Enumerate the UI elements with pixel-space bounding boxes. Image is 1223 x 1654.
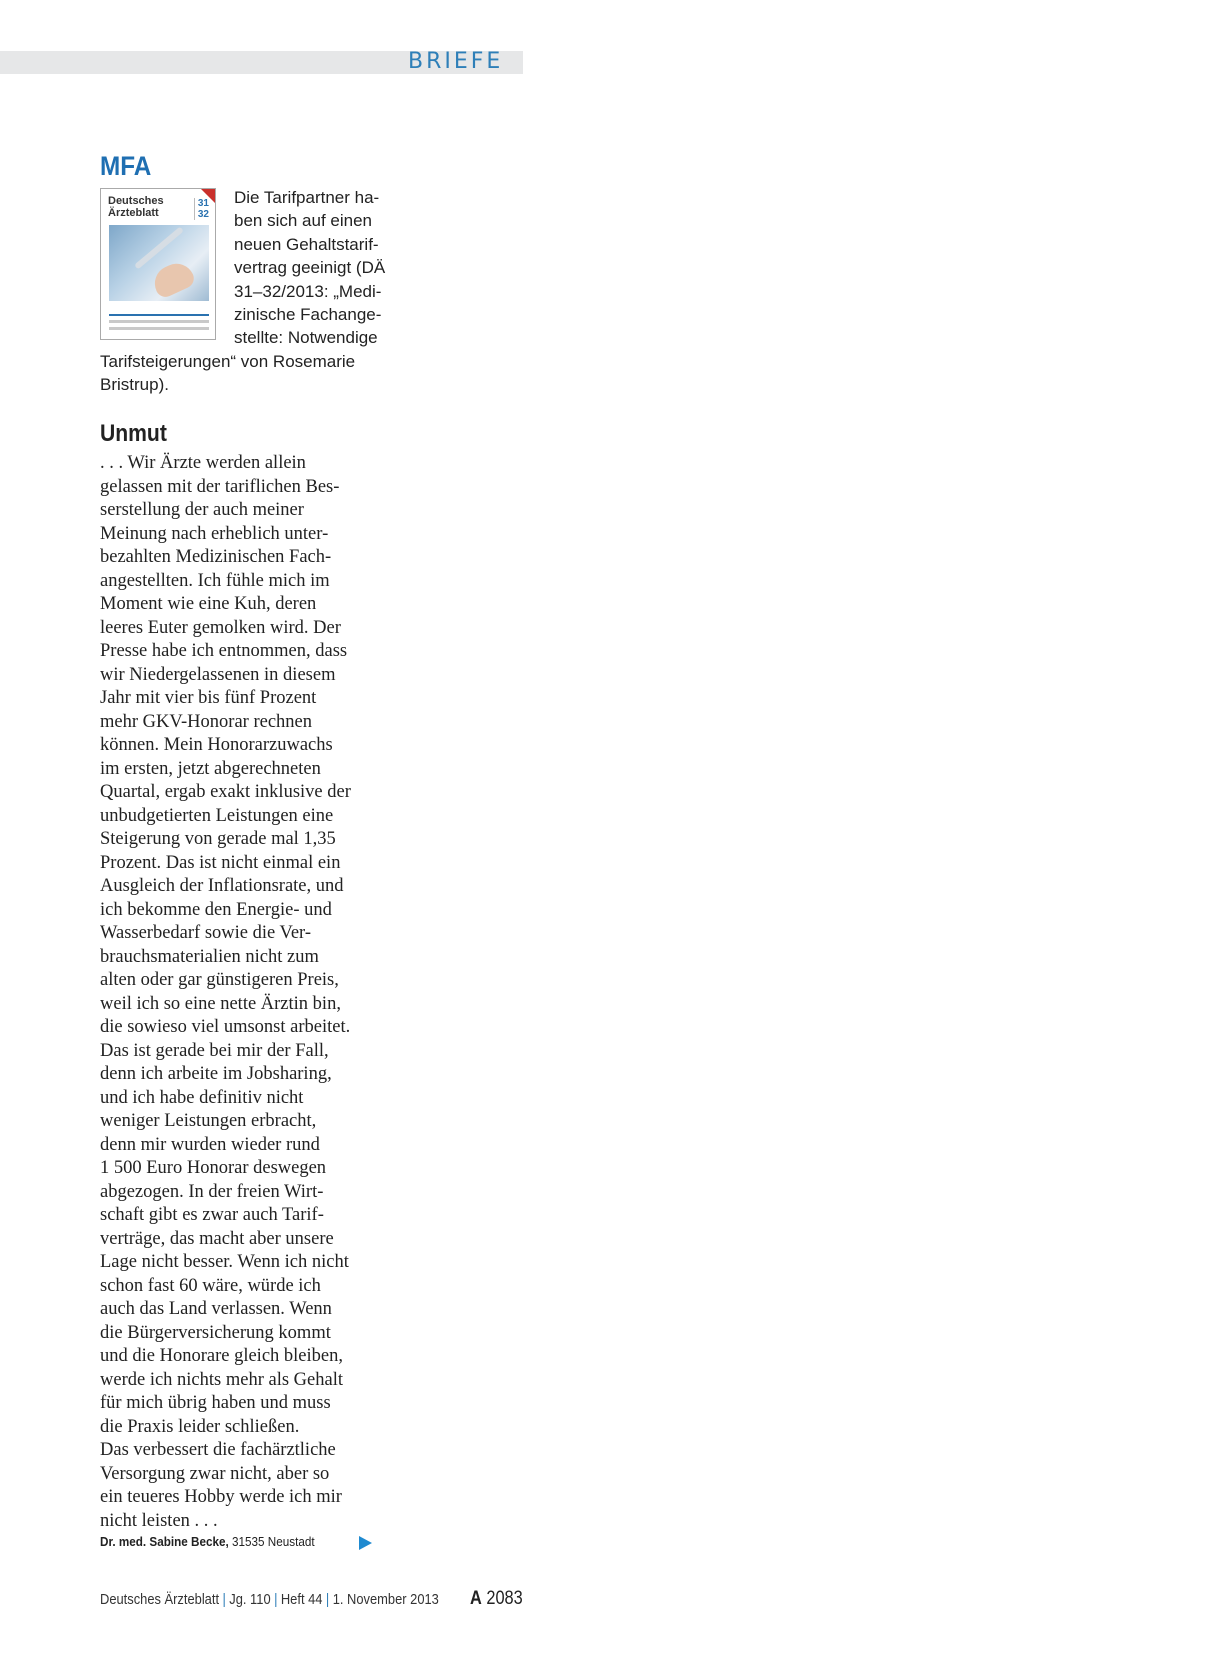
letter-body: . . . Wir Ärzte werden allein gelassen mit der tariflichen Bes- serstellung der auch meiner Meinung nach erheblich unter- bezahlten Medizinischen Fach- angestellten. Ich fühle mich im Moment wie eine Kuh, deren leeres Euter gemolken wird. Der Presse habe ich entnommen, dass wir Niedergelassenen in diesem Jahr mit vier bis fünf Prozent mehr GKV-Honorar rechnen können. Mein Honorarzuwachs im ersten, jetzt abgerechneten Quartal, ergab exakt inklusive der unbudgetierten Leistungen eine Steigerung von gerade mal 1,35 Prozent. Das ist nicht einmal ein Ausgleich der Inflationsrate, und ich bekomme den Energie- und Wasserbedarf sowie die Ver- brauchsmaterialien nicht zum alten oder gar günstigeren Preis, weil ich so eine nette Ärztin bin, die sowieso viel umsonst arbeitet. Das ist gerade bei mir der Fall, denn ich arbeite im Jobsharing, und ich habe definitiv nicht weniger Leistungen erbracht, denn mir wurden wieder rund 1 500 Euro Honorar deswegen abgezogen. In der freien Wirt- schaft gibt es zwar auch Tarif- verträge, das macht aber unsere Lage nicht besser. Wenn ich nicht schon fast 60 wäre, würde ich auch das Land verlassen. Wenn die Bürgerversicherung kommt und die Honorare gleich bleiben, werde ich nichts mehr als Gehalt für mich übrig haben und muss die Praxis leider schließen. Das verbessert die fachärztliche Versorgung zwar nicht, aber so ein teueres Hobby werde ich mir nicht leisten . . . — [100, 453, 351, 1531]
page-footer — [100, 1587, 525, 1613]
author-place: 31535 Neustadt — [228, 1534, 315, 1549]
author-name: Dr. med. Sabine Becke, — [100, 1534, 229, 1549]
section-label: BRIEFE — [408, 49, 504, 74]
section-title: MFA — [100, 151, 152, 181]
page-letter: A — [470, 1588, 482, 1609]
cover-issue-number: 31 32 — [194, 198, 209, 220]
arrow-right-icon[interactable] — [359, 1536, 372, 1550]
intro-paragraph: Die Tarifpartner ha- ben sich auf einen neuen Gehaltstarif- vertrag geeinigt (DÄ 31–32/2013: „Medi- zinische Fachange- stellte: Notwendige Tarifsteigerungen“ von Rosemarie Bristrup). — [100, 188, 386, 395]
footer-separator: | — [325, 1591, 330, 1608]
letter-title: Unmut — [100, 420, 167, 447]
cover-title: Deutsches Ärzteblatt — [108, 195, 164, 219]
footer-separator: | — [222, 1591, 226, 1608]
footer-journal: Deutsches Ärzteblatt — [100, 1591, 220, 1608]
footer-volume: Jg. 110 — [229, 1591, 271, 1608]
page-number — [470, 1585, 523, 1613]
footer-issue: Heft 44 — [280, 1591, 323, 1608]
letter-signature — [100, 1534, 352, 1549]
page-digits: 2083 — [486, 1588, 523, 1609]
footer-date: 1. November 2013 — [332, 1591, 439, 1608]
footer-separator: | — [274, 1591, 278, 1608]
